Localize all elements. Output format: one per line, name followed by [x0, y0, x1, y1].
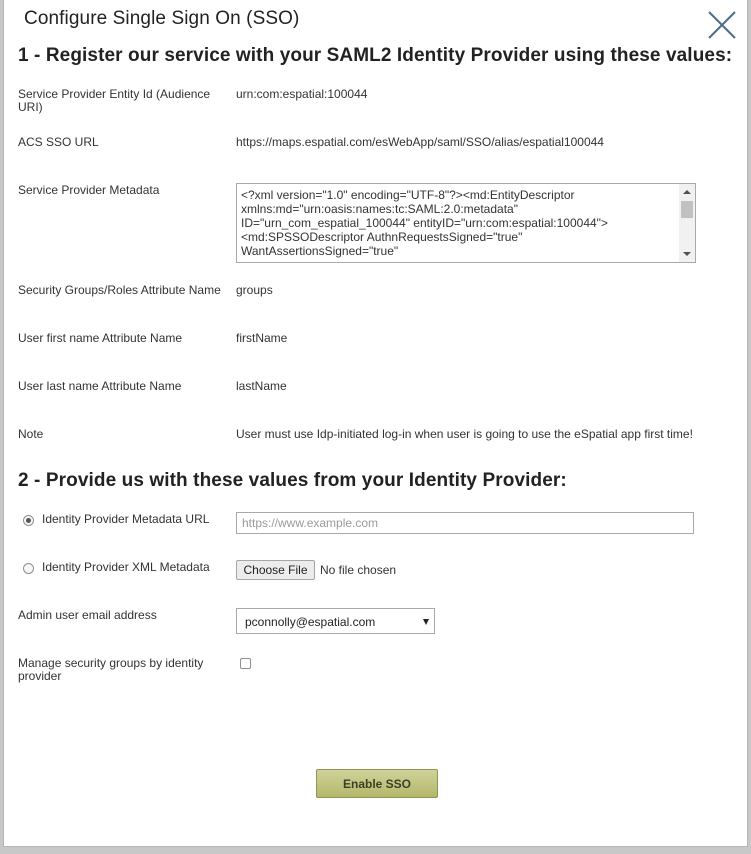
- groups-attr-value: groups: [236, 283, 273, 297]
- idp-xml-metadata-label: Identity Provider XML Metadata: [42, 560, 210, 574]
- note-label: Note: [18, 427, 44, 441]
- manage-groups-label: Manage security groups by identity provider: [18, 656, 204, 683]
- idp-metadata-url-label: Identity Provider Metadata URL: [42, 512, 210, 526]
- metadata-scrollbar[interactable]: [679, 184, 695, 262]
- admin-email-select[interactable]: [236, 608, 435, 634]
- idp-xml-metadata-radio[interactable]: [23, 563, 34, 574]
- admin-email-selected: pconnolly@espatial.com: [245, 615, 376, 629]
- scroll-up-arrow-icon[interactable]: [683, 190, 691, 194]
- section-2-heading: 2 - Provide us with these values from your Identity Provider:: [18, 470, 567, 491]
- acs-url-value: https://maps.espatial.com/esWebApp/saml/SSO/alias/espatial100044: [236, 135, 604, 149]
- last-name-attr-value: lastName: [236, 379, 287, 393]
- choose-file-button[interactable]: Choose File: [236, 560, 315, 580]
- manage-groups-checkbox[interactable]: [240, 658, 251, 669]
- sp-metadata-textarea[interactable]: [236, 183, 696, 263]
- entity-id-value: urn:com:espatial:100044: [236, 87, 368, 101]
- sp-metadata-text: <?xml version="1.0" encoding="UTF-8"?><md:EntityDescriptor xmlns:md="urn:oasis:names:tc:SAML:2.0:metadata" ID="urn_com_espatial_100044" entityID="urn:com:espatial:100044"><md:SPSSODescriptor AuthnRequestsSigned="true" WantAssertionsSigned="true": [241, 188, 608, 258]
- enable-sso-button[interactable]: Enable SSO: [316, 769, 438, 798]
- scroll-thumb[interactable]: [681, 201, 693, 218]
- entity-id-label: Service Provider Entity Id (Audience URI): [18, 87, 211, 114]
- sp-metadata-label: Service Provider Metadata: [18, 183, 160, 197]
- dialog-title: Configure Single Sign On (SSO): [24, 8, 300, 29]
- idp-metadata-url-input[interactable]: [236, 512, 694, 534]
- first-name-attr-label: User first name Attribute Name: [18, 331, 183, 345]
- sso-dialog: [3, 0, 748, 847]
- idp-metadata-url-radio[interactable]: [23, 515, 34, 526]
- admin-email-label: Admin user email address: [18, 608, 157, 622]
- note-value: User must use Idp-initiated log-in when user is going to use the eSpatial app first time!: [236, 427, 693, 441]
- scroll-down-arrow-icon[interactable]: [683, 252, 691, 256]
- groups-attr-label: Security Groups/Roles Attribute Name: [18, 283, 221, 297]
- first-name-attr-value: firstName: [236, 331, 288, 345]
- acs-url-label: ACS SSO URL: [18, 135, 99, 149]
- file-status: No file chosen: [320, 563, 397, 577]
- chevron-down-icon: [423, 619, 429, 625]
- last-name-attr-label: User last name Attribute Name: [18, 379, 182, 393]
- section-1-heading: 1 - Register our service with your SAML2 Identity Provider using these values:: [18, 45, 733, 66]
- close-icon[interactable]: [706, 9, 738, 41]
